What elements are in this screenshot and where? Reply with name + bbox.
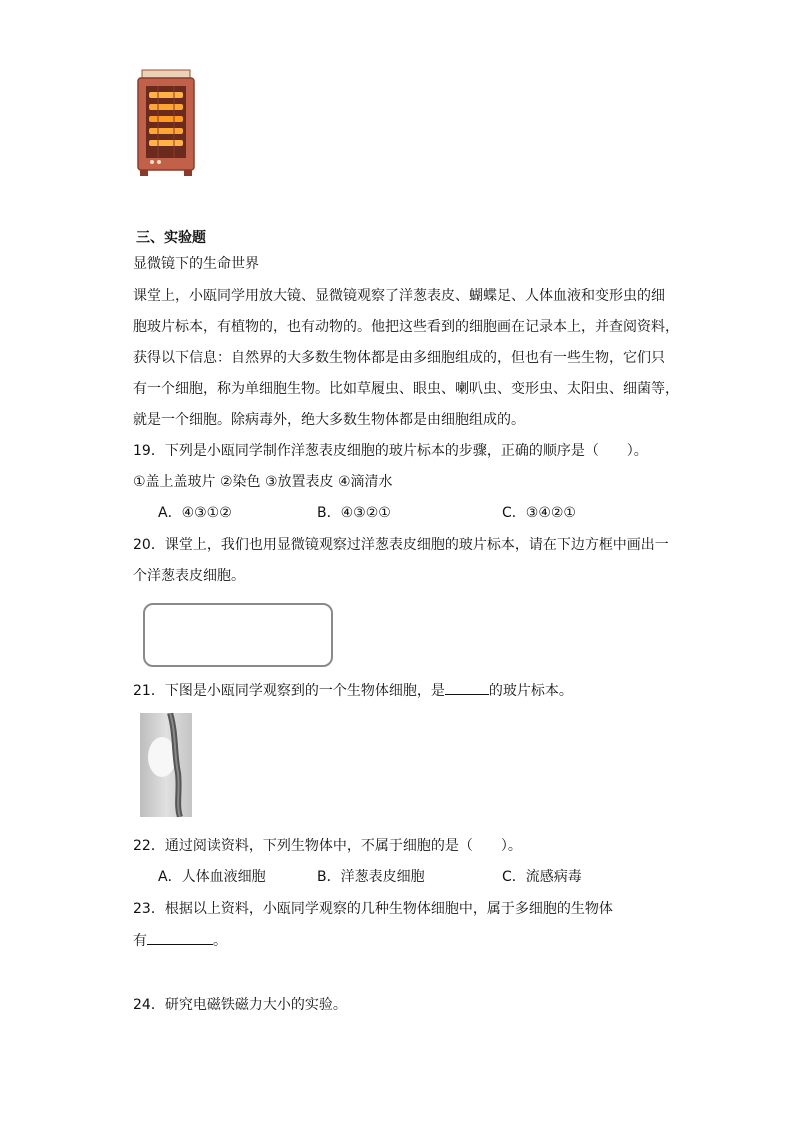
- reading-line-4: 有一个细胞，称为单细胞生物。比如草履虫、眼虫、喇叭虫、变形虫、太阳虫、细菌等，: [133, 381, 679, 397]
- question-22-option-c[interactable]: C．流感病毒: [502, 869, 582, 885]
- question-23-blank[interactable]: [147, 930, 213, 945]
- section-title: 三、实验题: [136, 230, 206, 246]
- question-19-stem: 19．下列是小瓯同学制作洋葱表皮细胞的玻片标本的步骤，正确的顺序是（ ）。: [133, 443, 648, 459]
- question-19-steps: ①盖上盖玻片 ②染色 ③放置表皮 ④滴清水: [133, 474, 393, 490]
- question-20-line-2: 个洋葱表皮细胞。: [133, 568, 245, 584]
- question-23-before: 有: [133, 933, 147, 949]
- question-20-line-1: 20．课堂上，我们也用显微镜观察过洋葱表皮细胞的玻片标本，请在下边方框中画出一: [133, 537, 669, 553]
- question-21-before: 21．下图是小瓯同学观察到的一个生物体细胞，是: [133, 683, 445, 699]
- question-22-stem: 22．通过阅读资料，下列生物体中，不属于细胞的是（ ）。: [133, 838, 522, 854]
- question-23-after: 。: [213, 933, 227, 949]
- microscope-cell-image: [140, 713, 192, 817]
- question-22-option-a[interactable]: A．人体血液细胞: [158, 869, 266, 885]
- question-23-line-1: 23．根据以上资料，小瓯同学观察的几种生物体细胞中，属于多细胞的生物体: [133, 901, 613, 917]
- drawing-answer-box[interactable]: [143, 603, 333, 667]
- question-21-after: 的玻片标本。: [488, 683, 573, 699]
- reading-line-5: 就是一个细胞。除病毒外，绝大多数生物体都是由细胞组成的。: [133, 412, 525, 428]
- reading-line-1: 课堂上，小瓯同学用放大镜、显微镜观察了洋葱表皮、蝴蝶足、人体血液和变形虫的细: [133, 288, 665, 304]
- question-19-option-c[interactable]: C．③④②①: [502, 505, 576, 521]
- question-24-stem: 24．研究电磁铁磁力大小的实验。: [133, 997, 347, 1013]
- question-23-line-2: [133, 930, 227, 951]
- question-22-option-b[interactable]: B．洋葱表皮细胞: [317, 869, 425, 885]
- reading-line-3: 获得以下信息：自然界的大多数生物体都是由多细胞组成的，但也有一些生物，它们只: [133, 350, 665, 366]
- question-21-blank[interactable]: [445, 680, 489, 695]
- question-19-option-b[interactable]: B．④③②①: [317, 505, 391, 521]
- topic-title: 显微镜下的生命世界: [133, 256, 259, 272]
- question-19-option-a[interactable]: A．④③①②: [158, 505, 232, 521]
- electric-heater-image: [132, 68, 200, 178]
- question-21-stem: [133, 680, 573, 701]
- reading-line-2: 胞玻片标本，有植物的，也有动物的。他把这些看到的细胞画在记录本上，并查阅资料，: [133, 319, 679, 335]
